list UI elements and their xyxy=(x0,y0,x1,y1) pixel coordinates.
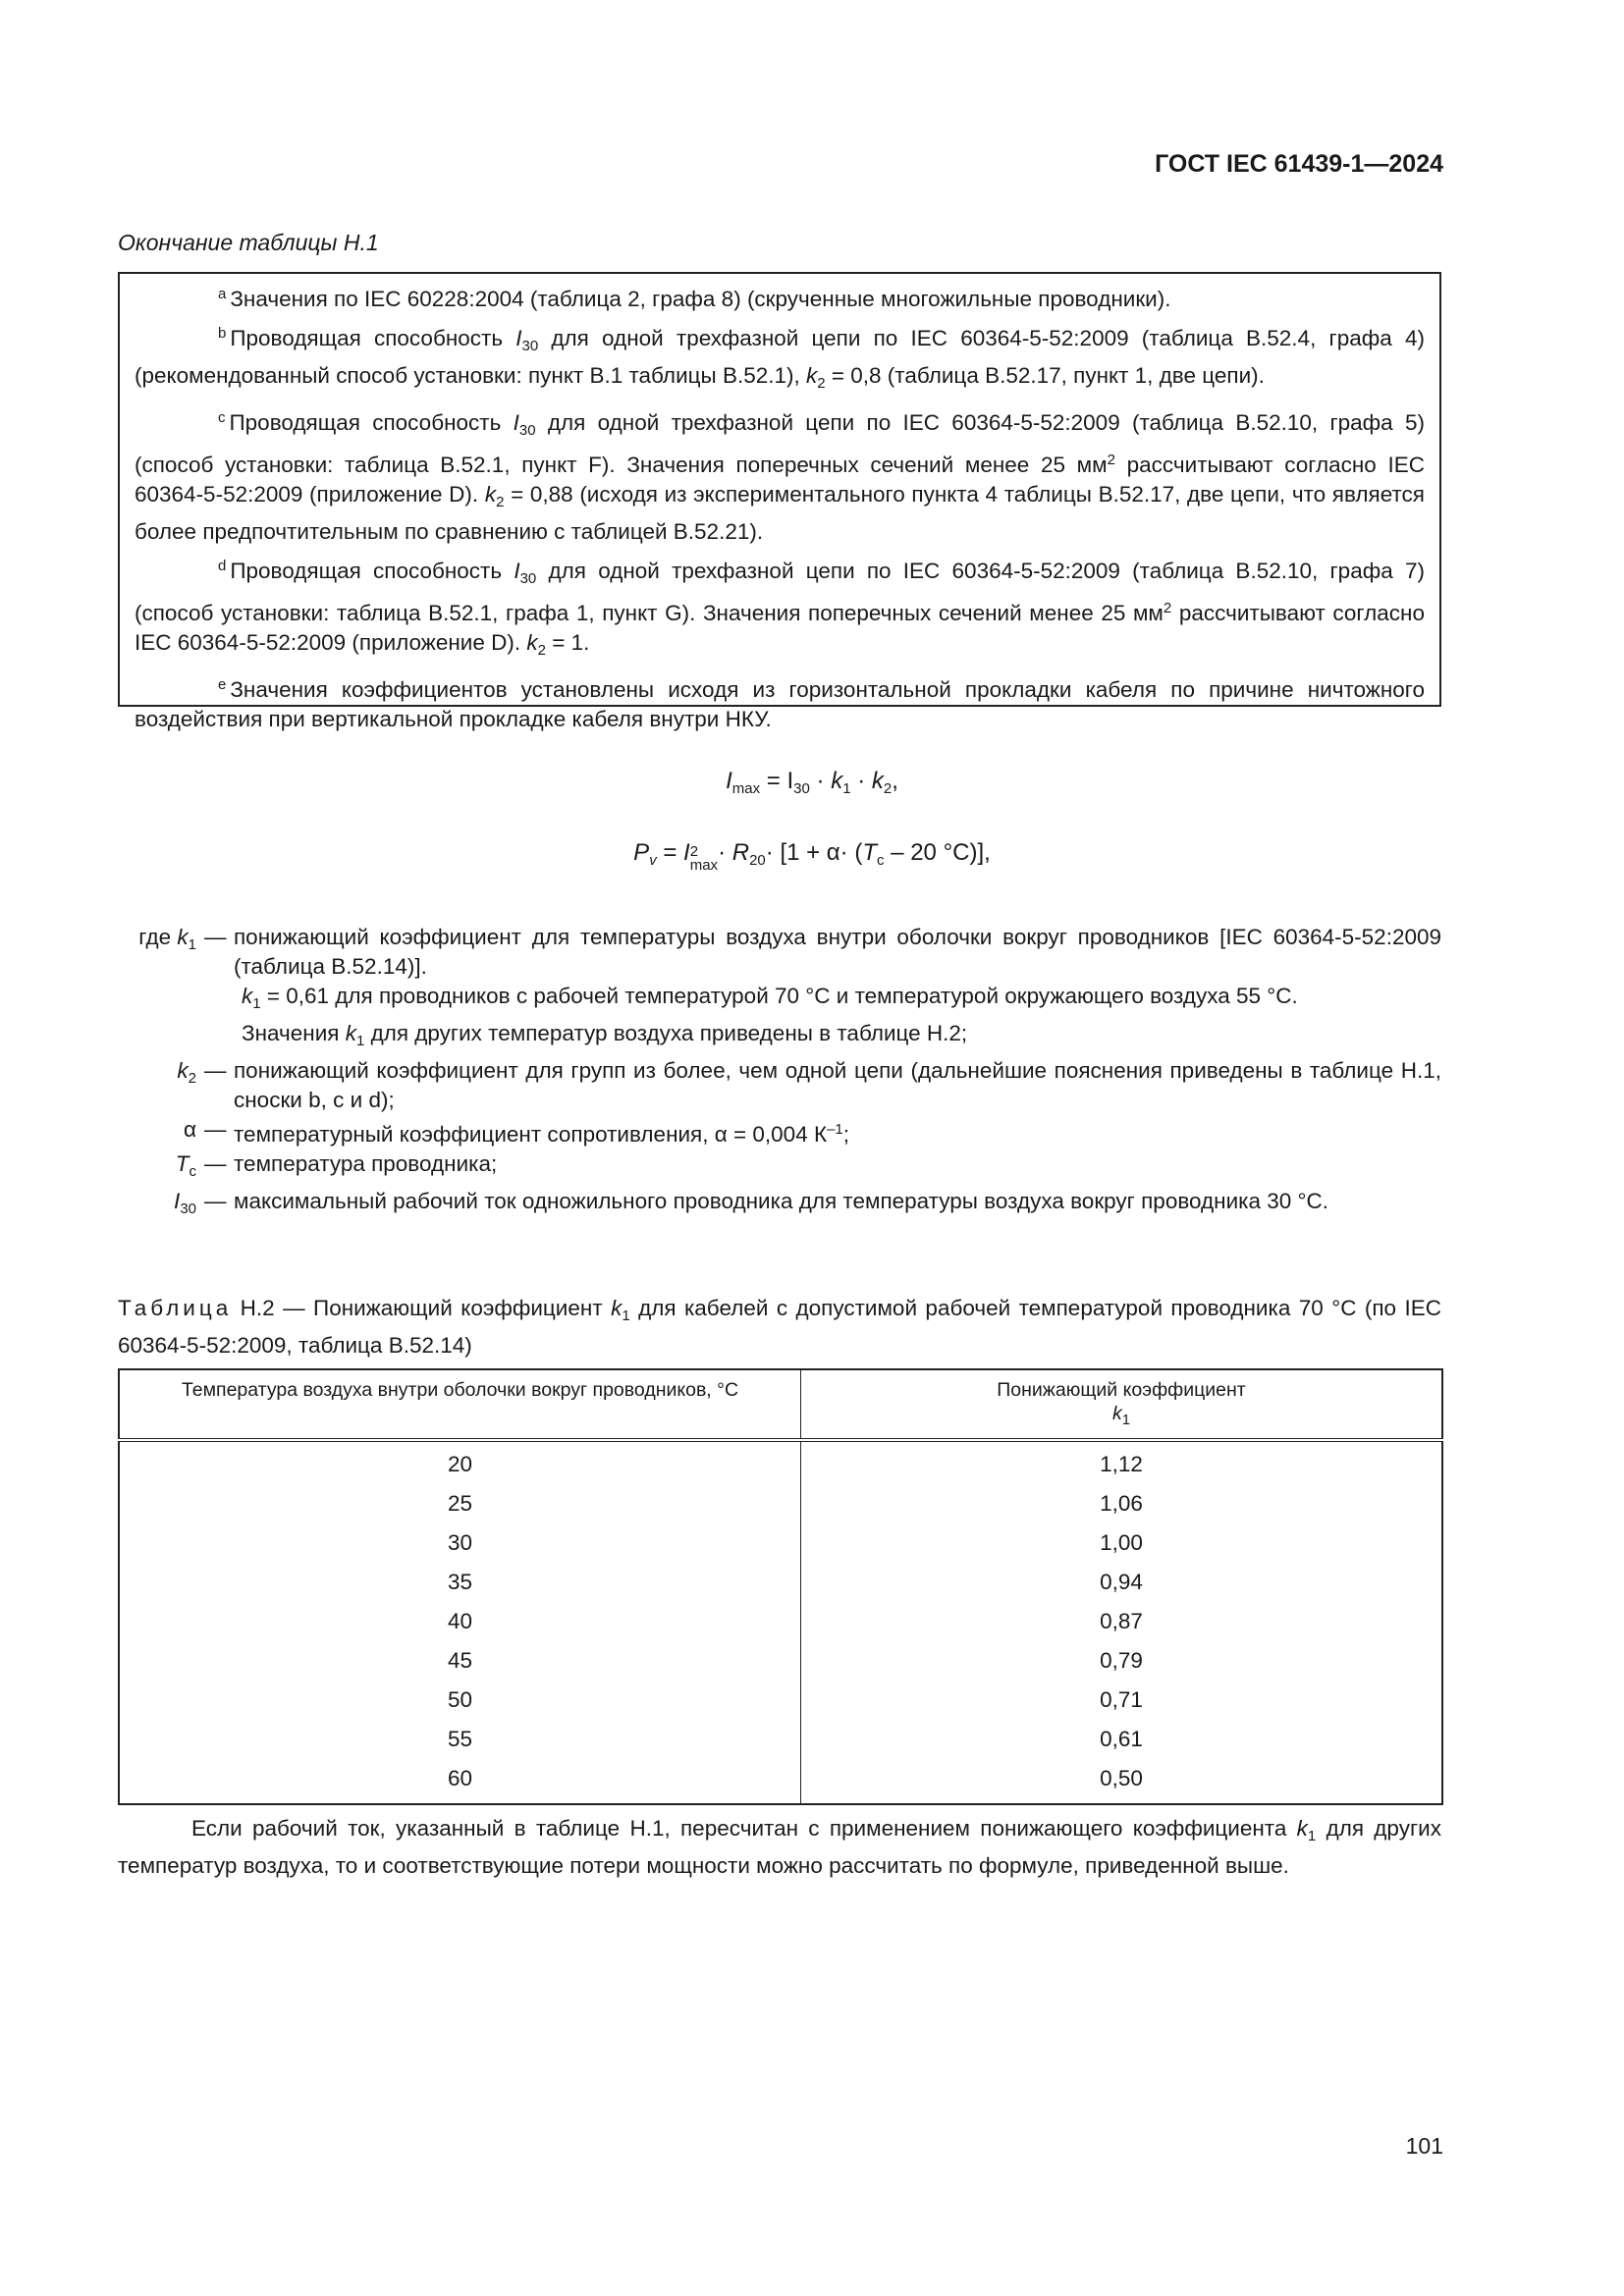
coefficient-cell: 1,06 xyxy=(801,1484,1443,1523)
table-row xyxy=(119,1523,1442,1563)
coefficient-cell: 1,00 xyxy=(801,1523,1443,1563)
coefficient-cell: 0,87 xyxy=(801,1602,1443,1641)
legend-alpha: α — температурный коэффициент сопротивления, α = 0,004 $К^{-1}$; xyxy=(183,1117,850,1147)
table-continuation-label: Окончание таблицы Н.1 xyxy=(118,230,379,255)
temperature-cell: 50 xyxy=(119,1681,801,1720)
table-row xyxy=(119,1484,1442,1523)
closing-paragraph: Если рабочий ток, указанный в таблице Н.1, пересчитан с применением понижающего коэффициента $k_1$ для других температур воздуха, то и соответствующие потери мощности можно рассчитать по формуле, приведенной выше. xyxy=(118,1816,1441,1878)
legend-i30: $I_{30}$ — максимальный рабочий ток одножильного проводника для температуры воздуха вокруг проводника 30 °С. xyxy=(174,1189,1329,1217)
legend-k2: $k_2$ — понижающий коэффициент для групп из более, чем одной цепи (дальнейшие пояснения приведены в таблице Н.1, сноски b, c и d); xyxy=(177,1058,1441,1112)
table-row xyxy=(119,1759,1442,1804)
temperature-cell: 20 xyxy=(119,1440,801,1484)
legend-k1-value: $k_1 = 0,61$ для проводников с рабочей температурой 70 °С и температурой окружающего воздуха 55 °С. xyxy=(242,984,1298,1012)
temperature-cell: 40 xyxy=(119,1602,801,1641)
legend-tc: $T_c$ — температура проводника; xyxy=(175,1151,498,1180)
coefficient-cell: 0,71 xyxy=(801,1681,1443,1720)
footnote-a: $^a$ Значения по IEC 60228:2004 (таблица 2, графа 8) (скрученные многожильные проводники). xyxy=(218,286,1171,311)
symbol-legend xyxy=(118,923,1441,1224)
superscript-subscript-stack: 2 max xyxy=(689,843,719,874)
table-row xyxy=(119,1440,1442,1484)
temperature-cell: 60 xyxy=(119,1759,801,1804)
table-row xyxy=(119,1641,1442,1681)
standard-designation: ГОСТ IEC 61439-1—2024 xyxy=(1155,150,1443,178)
footnote-e: $^e$ Значения коэффициентов установлены исходя из горизонтальной прокладки кабеля по причине ничтожного воздействия при вертикальной прокладке кабеля внутри НКУ. xyxy=(135,676,1425,731)
table-row xyxy=(119,1563,1442,1602)
formula-power-loss: $P_v = I$ 2 max · $R_{20}\cdot [1 + \alpha\cdot (T_c - 20$ °C)], xyxy=(633,839,991,874)
footnote-c: $^c$ Проводящая способность $I_{30}$ для одной трехфазной цепи по IEC 60364-5-52:2009 (таблица В.52.10, графа 5) (способ установки: таблица В.52.1, пункт F). Значения поперечных сечений менее 25 $мм^2$ рассчитывают согласно IEC 60364-5-52:2009 (приложение D). $k_2 = 0,88$ (исходя из экспериментального пункта 4 таблицы В.52.17, две цепи, что является более предпочтительным по сравнению с таблицей В.52.21). xyxy=(135,409,1426,544)
temperature-cell: 30 xyxy=(119,1523,801,1563)
page-number: 101 xyxy=(1405,2133,1443,2159)
table-h1-footnotes xyxy=(118,272,1441,731)
table-h2-body xyxy=(119,1440,1442,1804)
legend-k1-reference: Значения $k_1$ для других температур воздуха приведены в таблице Н.2; xyxy=(242,1021,968,1049)
coefficient-cell: 0,79 xyxy=(801,1641,1443,1681)
table-h2 xyxy=(118,1368,1443,1805)
table-h2-caption: Таблица Н.2 — Понижающий коэффициент $k_1$ для кабелей с допустимой рабочей температурой проводника 70 °С (по IEC 60364-5-52:2009, таблица В.52.14) xyxy=(118,1296,1441,1358)
temperature-cell: 25 xyxy=(119,1484,801,1523)
footnote-b: $^b$ Проводящая способность $I_{30}$ для одной трехфазной цепи по IEC 60364-5-52:2009 (таблица В.52.4, графа 4) (рекомендованный способ установки: пункт В.1 таблицы В.52.1), $k_2 = 0,8$ (таблица В.52.17, пункт 1, две цепи). xyxy=(135,325,1425,392)
coefficient-cell: 1,12 xyxy=(801,1440,1443,1484)
table-row xyxy=(119,1720,1442,1759)
table-row xyxy=(119,1681,1442,1720)
legend-k1: где $k_1$ — понижающий коэффициент для температуры воздуха внутри оболочки вокруг проводников [IEC 60364-5-52:2009 (таблица В.52.14)]. xyxy=(138,925,1441,979)
temperature-cell: 45 xyxy=(119,1641,801,1681)
coefficient-cell: 0,94 xyxy=(801,1563,1443,1602)
temperature-cell: 55 xyxy=(119,1720,801,1759)
formula-imax: $I_{max} = I_{30} \cdot k_1 \cdot k_2$, xyxy=(726,768,898,797)
col-header-coefficient: Понижающий коэффициент $k_1$ xyxy=(801,1369,1443,1440)
table-row xyxy=(119,1602,1442,1641)
col-header-temperature: Температура воздуха внутри оболочки вокруг проводников, °С xyxy=(119,1369,801,1440)
coefficient-cell: 0,50 xyxy=(801,1759,1443,1804)
temperature-cell: 35 xyxy=(119,1563,801,1602)
footnote-d: $^d$ Проводящая способность $I_{30}$ для одной трехфазной цепи по IEC 60364-5-52:2009 (таблица В.52.10, графа 7) (способ установки: таблица В.52.1, графа 1, пункт G). Значения поперечных сечений менее 25 $мм^2$ рассчитывают согласно IEC 60364-5-52:2009 (приложение D). $k_2 = 1$. xyxy=(135,558,1425,659)
coefficient-cell: 0,61 xyxy=(801,1720,1443,1759)
